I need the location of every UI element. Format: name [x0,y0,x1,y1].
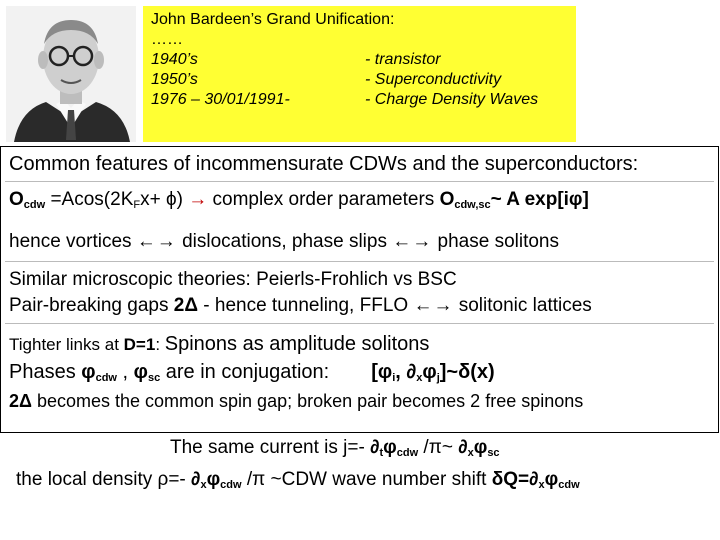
double-arrow-icon: ←→ [136,231,177,252]
header-topic: - transistor [365,51,441,68]
pair-breaking-line: Pair-breaking gaps 2Δ - hence tunneling, FFLO ←→ solitonic lattices [9,295,592,316]
spin-gap-line: 2Δ becomes the common spin gap; broken pair becomes 2 free spinons [9,391,584,411]
current-line: The same current is j=- $\partial_t\varphi_{cdw}$ /π~ $\partial_x\varphi_{sc}$ [170,437,500,459]
portrait-photo [6,6,136,142]
header-box [143,6,576,142]
vortices-line: hence vortices ←→ dislocations, phase slips ←→ phase solitons [9,231,559,252]
header-ellipsis: …… [151,31,183,48]
tighter-links-line: Tighter links at D=1: Spinons as amplitude solitons [9,333,430,355]
main-content-box [0,146,719,433]
header-title: John Bardeen’s Grand Unification: [151,11,395,28]
double-arrow-icon: ←→ [392,231,433,252]
header-topic: - Superconductivity [365,71,502,88]
double-arrow-icon: ←→ [413,295,454,316]
header-period: 1950’s [151,71,198,88]
header-period: 1940’s [151,51,198,68]
header-topic: - Charge Density Waves [365,91,539,108]
header-period: 1976 – 30/01/1991- [151,91,290,108]
order-parameter-line: $O_{cdw} =Acos(2K_Fx+ \phi)$ → complex order parameters $O_{cdw,sc}\sim$ A exp[iφ] [9,189,589,211]
main-heading: Common features of incommensurate CDWs and the superconductors: [9,153,639,175]
phases-line: Phases $\varphi_{cdw}$ , $\varphi_{sc}$ are in conjugation: [$\varphi_i$, $\partial_x\varphi_j]\sim\delta(x)$ [9,361,495,384]
divider [5,261,714,262]
similar-theories-line: Similar microscopic theories: Peierls-Frohlich vs BSC [9,269,457,290]
density-line: the local density ρ=- $\partial_x\varphi_{cdw}$ /π ~CDW wave number shift $\delta Q=\partial_x\varphi_{cdw}$ [16,469,580,491]
arrow-icon: → [188,189,208,210]
divider [5,181,714,182]
divider [5,323,714,324]
